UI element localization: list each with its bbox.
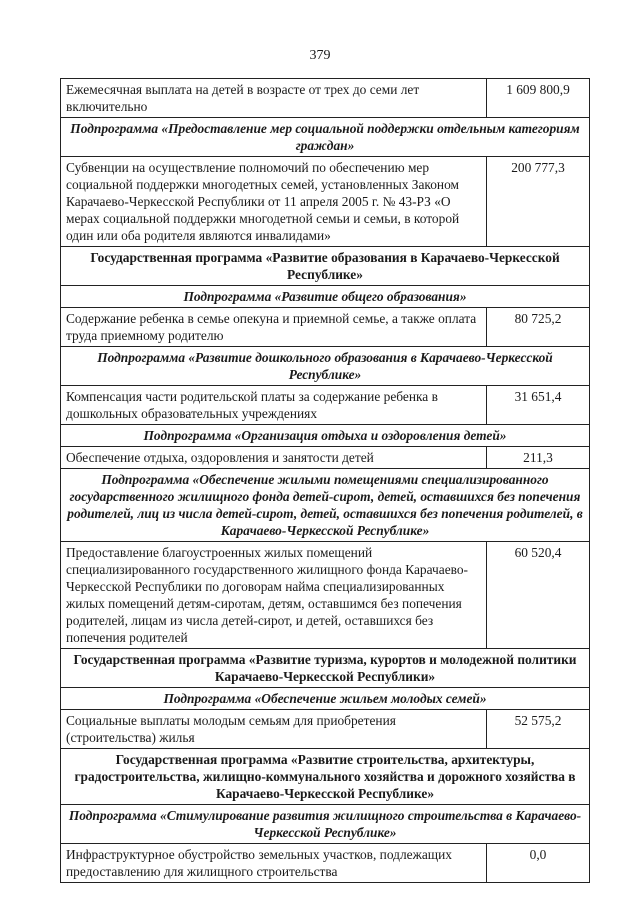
subprogram-heading: Подпрограмма «Стимулирование развития жилищного строительства в Карачаево-Черкесской Республике» xyxy=(61,805,590,844)
table-row xyxy=(61,710,590,749)
item-amount: 1 609 800,9 xyxy=(487,79,590,118)
program-heading: Государственная программа «Развитие образования в Карачаево-Черкесской Республике» xyxy=(61,247,590,286)
subprogram-heading: Подпрограмма «Организация отдыха и оздоровления детей» xyxy=(61,425,590,447)
subprogram-heading-row xyxy=(61,805,590,844)
subprogram-heading-row xyxy=(61,469,590,542)
subprogram-heading-row xyxy=(61,347,590,386)
item-label: Субвенции на осуществление полномочий по обеспечению мер социальной поддержки многодетных семей, установленных Законом Карачаево-Черкесской Республики от 11 апреля 2005 г. № 43-РЗ «О мерах социальной поддержки многодетной семьи и семьи, в которой один или оба родителя являются инвалидами» xyxy=(61,157,487,247)
subprogram-heading: Подпрограмма «Обеспечение жилыми помещениями специализированного государственного жилищного фонда детей-сирот, детей, оставшихся без попечения родителей, лиц из числа детей-сирот, детей, оставшихся без попечения родителей, в Карачаево-Черкесской Республике» xyxy=(61,469,590,542)
program-heading-row xyxy=(61,247,590,286)
item-label: Обеспечение отдыха, оздоровления и занятости детей xyxy=(61,447,487,469)
item-label: Предоставление благоустроенных жилых помещений специализированного государственного жилищного фонда Карачаево-Черкесской Республики по договорам найма специализированных жилых помещений детям-сиротам, детям, оставшимся без попечения родителей, лицам из числа детей-сирот, и детей, оставшихся без попечения родителей xyxy=(61,542,487,649)
item-label: Содержание ребенка в семье опекуна и приемной семье, а также оплата труда приемному родителю xyxy=(61,308,487,347)
subprogram-heading-row xyxy=(61,425,590,447)
item-label: Компенсация части родительской платы за содержание ребенка в дошкольных образовательных учреждениях xyxy=(61,386,487,425)
item-amount: 211,3 xyxy=(487,447,590,469)
item-amount: 60 520,4 xyxy=(487,542,590,649)
item-amount: 0,0 xyxy=(487,844,590,883)
subprogram-heading-row xyxy=(61,286,590,308)
item-label: Инфраструктурное обустройство земельных участков, подлежащих предоставлению для жилищного строительства xyxy=(61,844,487,883)
table-row xyxy=(61,308,590,347)
item-label: Ежемесячная выплата на детей в возрасте от трех до семи лет включительно xyxy=(61,79,487,118)
budget-table-body xyxy=(61,79,590,883)
table-row xyxy=(61,447,590,469)
table-row xyxy=(61,157,590,247)
table-row xyxy=(61,844,590,883)
subprogram-heading: Подпрограмма «Развитие дошкольного образования в Карачаево-Черкесской Республике» xyxy=(61,347,590,386)
budget-table xyxy=(60,78,590,883)
item-amount: 200 777,3 xyxy=(487,157,590,247)
program-heading: Государственная программа «Развитие строительства, архитектуры, градостроительства, жилищно-коммунального хозяйства и дорожного хозяйства в Карачаево-Черкесской Республике» xyxy=(61,749,590,805)
table-row xyxy=(61,79,590,118)
program-heading-row xyxy=(61,749,590,805)
page-number: 379 xyxy=(309,48,331,63)
table-row xyxy=(61,542,590,649)
item-amount: 52 575,2 xyxy=(487,710,590,749)
table-row xyxy=(61,386,590,425)
subprogram-heading-row xyxy=(61,688,590,710)
program-heading-row xyxy=(61,649,590,688)
program-heading: Государственная программа «Развитие туризма, курортов и молодежной политики Карачаево-Черкесской Республики» xyxy=(61,649,590,688)
subprogram-heading: Подпрограмма «Предоставление мер социальной поддержки отдельным категориям граждан» xyxy=(61,118,590,157)
item-amount: 80 725,2 xyxy=(487,308,590,347)
subprogram-heading-row xyxy=(61,118,590,157)
subprogram-heading: Подпрограмма «Обеспечение жильем молодых семей» xyxy=(61,688,590,710)
subprogram-heading: Подпрограмма «Развитие общего образования» xyxy=(61,286,590,308)
item-label: Социальные выплаты молодым семьям для приобретения (строительства) жилья xyxy=(61,710,487,749)
item-amount: 31 651,4 xyxy=(487,386,590,425)
